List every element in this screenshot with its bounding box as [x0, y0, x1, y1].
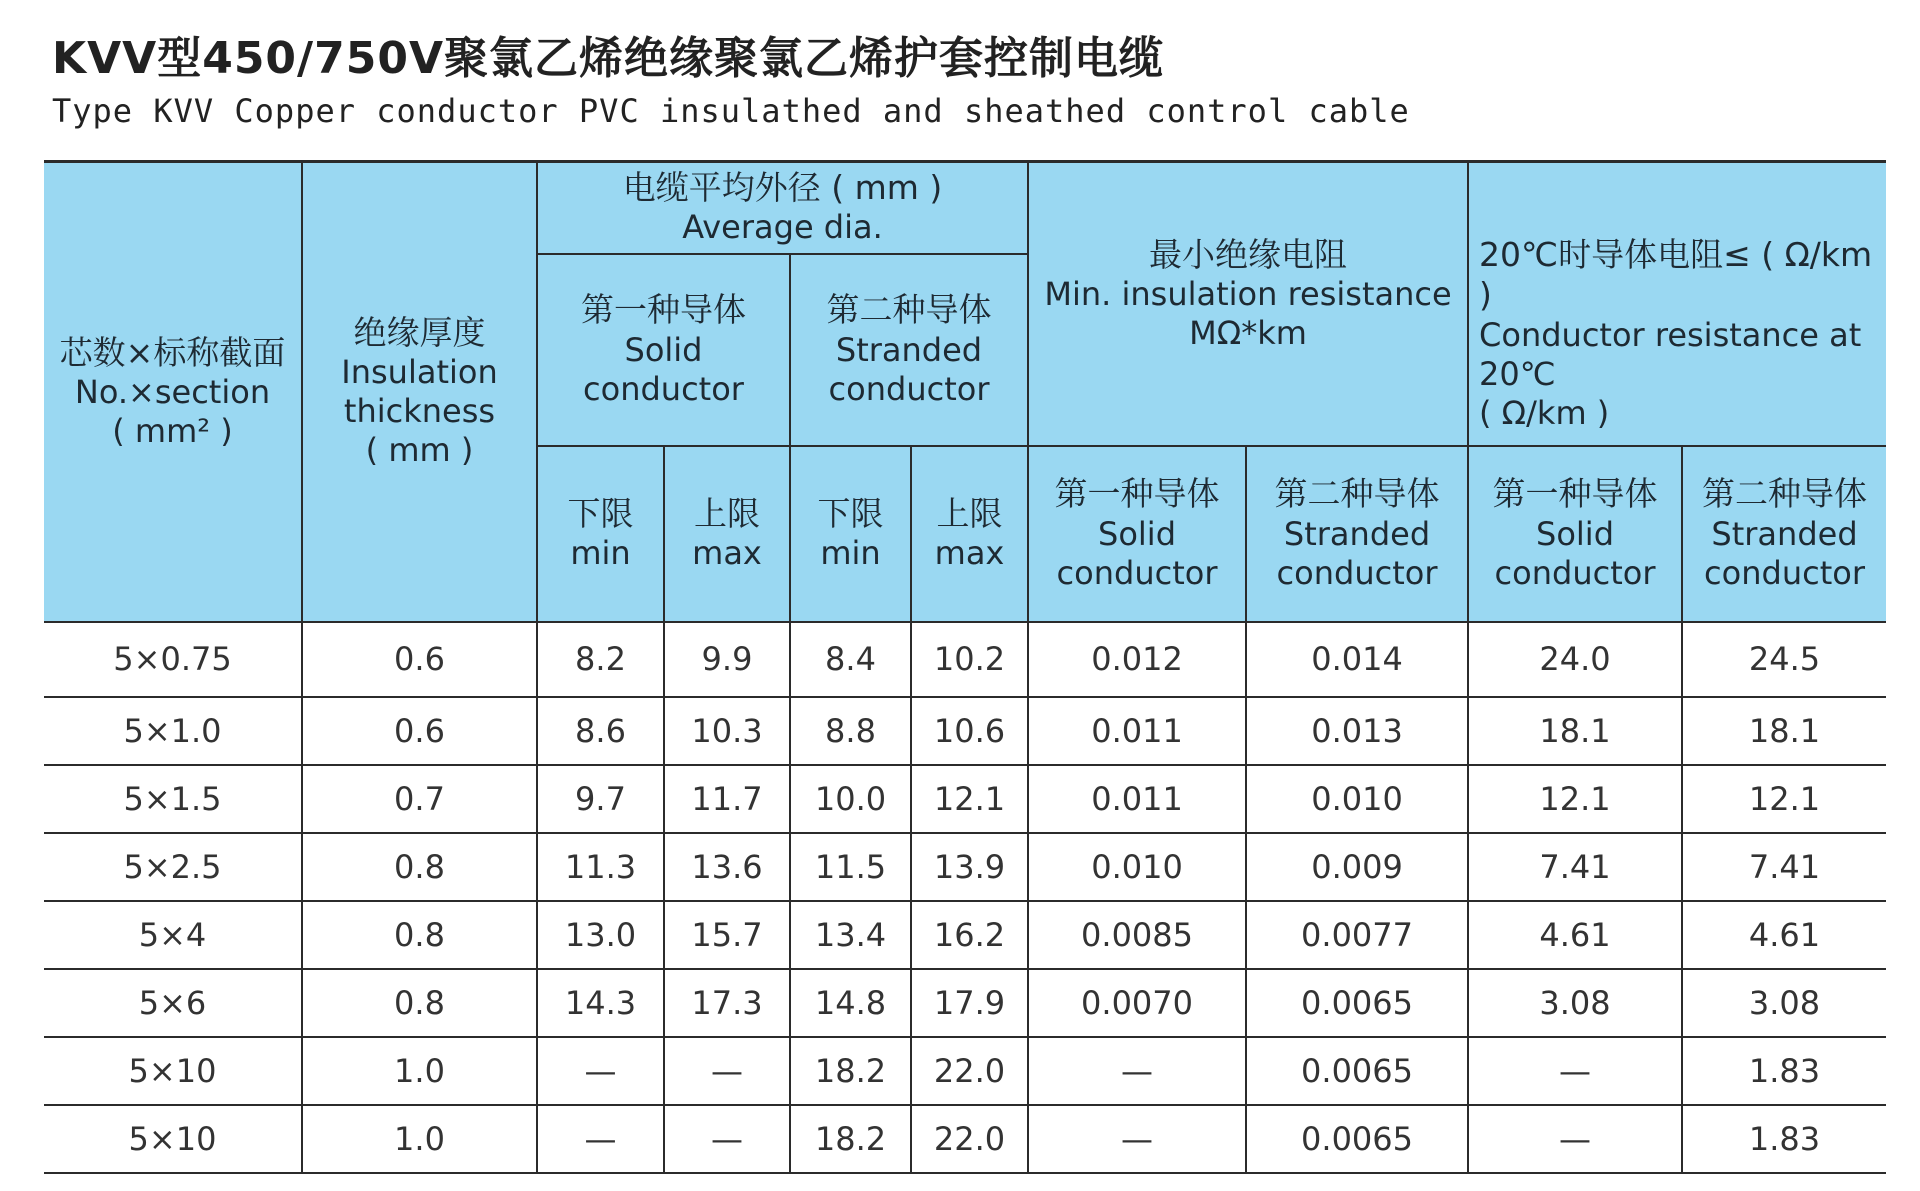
cell-condres-solid: 7.41	[1468, 833, 1682, 901]
header-min-en: min	[570, 534, 631, 573]
header-max-cn: 上限	[694, 493, 760, 533]
cell-minres-stranded: 0.0065	[1246, 1037, 1468, 1105]
cell-solid-max: 9.9	[664, 622, 790, 697]
cell-solid-min: 8.2	[537, 622, 664, 697]
header-condres-solid	[1468, 446, 1682, 622]
header-solid-min	[537, 446, 664, 622]
header-stranded-en1: Stranded	[1711, 514, 1858, 553]
header-min-cn: 下限	[817, 493, 884, 533]
header-max-en: max	[934, 534, 1005, 573]
cell-section: 5×1.5	[44, 765, 302, 833]
cell-insulation: 0.6	[302, 697, 537, 765]
cell-stranded-min: 18.2	[790, 1105, 911, 1173]
table-row	[44, 901, 1886, 969]
cell-section: 5×4	[44, 901, 302, 969]
header-insulation-cn: 绝缘厚度	[353, 313, 486, 353]
cell-insulation: 0.8	[302, 901, 537, 969]
header-avg-stranded	[790, 254, 1028, 446]
cell-insulation: 0.6	[302, 622, 537, 697]
header-stranded-en2: conductor	[1704, 553, 1865, 592]
cell-minres-solid: 0.010	[1028, 833, 1246, 901]
cell-minres-stranded: 0.013	[1246, 697, 1468, 765]
cell-solid-min: 8.6	[537, 697, 664, 765]
header-conductor-resistance	[1468, 162, 1886, 446]
header-minres-solid	[1028, 446, 1246, 622]
header-average-dia-cn: 电缆平均外径 ( mm )	[622, 168, 943, 208]
header-avg-solid-cn: 第一种导体	[581, 290, 746, 330]
cell-solid-min: 14.3	[537, 969, 664, 1037]
cell-section: 5×10	[44, 1105, 302, 1173]
header-min-resistance	[1028, 162, 1468, 446]
cell-condres-solid: —	[1468, 1037, 1682, 1105]
header-section-cn: 芯数×标称截面	[59, 332, 286, 372]
header-section	[44, 162, 302, 622]
cell-condres-stranded: 1.83	[1682, 1037, 1886, 1105]
cell-condres-solid: 18.1	[1468, 697, 1682, 765]
header-conductor-resistance-en: Conductor resistance at 20℃	[1479, 315, 1862, 393]
cell-solid-max: 17.3	[664, 969, 790, 1037]
header-stranded-cn: 第二种导体	[1274, 474, 1440, 514]
cell-stranded-max: 13.9	[911, 833, 1028, 901]
cell-condres-stranded: 7.41	[1682, 833, 1886, 901]
cell-stranded-max: 12.1	[911, 765, 1028, 833]
header-max-en: max	[692, 534, 762, 573]
cell-insulation: 1.0	[302, 1105, 537, 1173]
header-solid-en2: conductor	[1494, 553, 1656, 592]
table-row	[44, 833, 1886, 901]
header-conductor-resistance-unit: ( Ω/km )	[1479, 393, 1610, 432]
cell-stranded-min: 8.8	[790, 697, 911, 765]
cell-section: 5×2.5	[44, 833, 302, 901]
cell-minres-solid: —	[1028, 1037, 1246, 1105]
cell-section: 5×1.0	[44, 697, 302, 765]
cell-solid-max: 13.6	[664, 833, 790, 901]
header-insulation-en1: Insulation	[341, 353, 498, 392]
cell-stranded-max: 22.0	[911, 1037, 1028, 1105]
cell-solid-min: 9.7	[537, 765, 664, 833]
cell-condres-stranded: 4.61	[1682, 901, 1886, 969]
cell-solid-max: —	[664, 1105, 790, 1173]
cell-stranded-min: 14.8	[790, 969, 911, 1037]
cell-condres-stranded: 18.1	[1682, 697, 1886, 765]
header-solid-en1: Solid	[1098, 514, 1176, 553]
header-minres-stranded	[1246, 446, 1468, 622]
header-insulation	[302, 162, 537, 622]
cell-stranded-min: 13.4	[790, 901, 911, 969]
cell-condres-stranded: 1.83	[1682, 1105, 1886, 1173]
cell-stranded-max: 22.0	[911, 1105, 1028, 1173]
cell-stranded-max: 10.6	[911, 697, 1028, 765]
header-max-cn: 上限	[936, 493, 1003, 533]
cell-minres-solid: 0.0085	[1028, 901, 1246, 969]
header-solid-en2: conductor	[1056, 553, 1218, 592]
header-min-resistance-unit: MΩ*km	[1189, 314, 1307, 353]
cell-minres-stranded: 0.010	[1246, 765, 1468, 833]
cell-insulation: 1.0	[302, 1037, 537, 1105]
cell-condres-stranded: 12.1	[1682, 765, 1886, 833]
header-avg-solid-en2: conductor	[583, 369, 744, 408]
page-title-cn: KVV型450/750V聚氯乙烯绝缘聚氯乙烯护套控制电缆	[52, 33, 1165, 84]
header-average-dia-en: Average dia.	[682, 208, 883, 247]
cell-stranded-min: 11.5	[790, 833, 911, 901]
cell-solid-min: —	[537, 1037, 664, 1105]
cell-minres-stranded: 0.009	[1246, 833, 1468, 901]
cell-stranded-max: 16.2	[911, 901, 1028, 969]
cell-minres-solid: 0.012	[1028, 622, 1246, 697]
cell-section: 5×10	[44, 1037, 302, 1105]
cell-insulation: 0.8	[302, 833, 537, 901]
cell-solid-min: —	[537, 1105, 664, 1173]
header-insulation-unit: ( mm )	[365, 431, 474, 470]
header-condres-stranded	[1682, 446, 1886, 622]
table-row	[44, 622, 1886, 697]
header-insulation-en2: thickness	[343, 392, 496, 431]
cell-stranded-min: 10.0	[790, 765, 911, 833]
header-min-cn: 下限	[567, 493, 634, 533]
table-row	[44, 1105, 1886, 1173]
cell-condres-solid: —	[1468, 1105, 1682, 1173]
page-title-en: Type KVV Copper conductor PVC insulathed and sheathed control cable	[52, 92, 1410, 130]
header-stranded-min	[790, 446, 911, 622]
cell-stranded-max: 17.9	[911, 969, 1028, 1037]
table-row	[44, 765, 1886, 833]
header-min-resistance-cn: 最小绝缘电阻	[1149, 235, 1348, 274]
header-avg-solid-en1: Solid	[624, 330, 703, 369]
cell-solid-max: —	[664, 1037, 790, 1105]
cell-minres-stranded: 0.0077	[1246, 901, 1468, 969]
cell-minres-solid: 0.011	[1028, 697, 1246, 765]
cell-minres-stranded: 0.014	[1246, 622, 1468, 697]
cell-insulation: 0.8	[302, 969, 537, 1037]
header-conductor-resistance-cn: 20℃时导体电阻≤ ( Ω/km )	[1479, 235, 1873, 315]
header-average-dia	[537, 162, 1028, 254]
cell-section: 5×0.75	[44, 622, 302, 697]
cell-solid-max: 10.3	[664, 697, 790, 765]
header-avg-stranded-en1: Stranded	[835, 330, 983, 369]
table-row	[44, 697, 1886, 765]
cell-stranded-max: 10.2	[911, 622, 1028, 697]
header-avg-stranded-en2: conductor	[828, 369, 990, 408]
header-avg-stranded-cn: 第二种导体	[826, 290, 992, 330]
cell-section: 5×6	[44, 969, 302, 1037]
cell-solid-min: 11.3	[537, 833, 664, 901]
header-solid-en1: Solid	[1536, 514, 1614, 553]
header-stranded-en1: Stranded	[1283, 514, 1431, 553]
header-section-en: No.×section	[74, 372, 271, 411]
header-stranded-max	[911, 446, 1028, 622]
header-avg-solid	[537, 254, 790, 446]
cell-minres-stranded: 0.0065	[1246, 1105, 1468, 1173]
cell-condres-stranded: 3.08	[1682, 969, 1886, 1037]
cell-stranded-min: 8.4	[790, 622, 911, 697]
header-solid-cn: 第一种导体	[1054, 474, 1220, 514]
cell-solid-max: 11.7	[664, 765, 790, 833]
header-solid-max	[664, 446, 790, 622]
cell-minres-solid: 0.011	[1028, 765, 1246, 833]
cell-condres-solid: 24.0	[1468, 622, 1682, 697]
cable-spec-table	[44, 160, 1886, 1174]
cell-condres-solid: 3.08	[1468, 969, 1682, 1037]
header-stranded-cn: 第二种导体	[1702, 474, 1868, 514]
cell-solid-max: 15.7	[664, 901, 790, 969]
cell-stranded-min: 18.2	[790, 1037, 911, 1105]
cell-solid-min: 13.0	[537, 901, 664, 969]
header-stranded-en2: conductor	[1276, 553, 1438, 592]
cell-minres-solid: —	[1028, 1105, 1246, 1173]
header-min-en: min	[820, 534, 881, 573]
header-min-resistance-en: Min. insulation resistance	[1044, 275, 1452, 314]
cell-insulation: 0.7	[302, 765, 537, 833]
table-row	[44, 969, 1886, 1037]
table-row	[44, 1037, 1886, 1105]
cell-condres-solid: 12.1	[1468, 765, 1682, 833]
header-solid-cn: 第一种导体	[1492, 474, 1658, 514]
cell-minres-stranded: 0.0065	[1246, 969, 1468, 1037]
cell-condres-stranded: 24.5	[1682, 622, 1886, 697]
cell-condres-solid: 4.61	[1468, 901, 1682, 969]
header-section-unit: ( mm² )	[112, 411, 233, 450]
cell-minres-solid: 0.0070	[1028, 969, 1246, 1037]
